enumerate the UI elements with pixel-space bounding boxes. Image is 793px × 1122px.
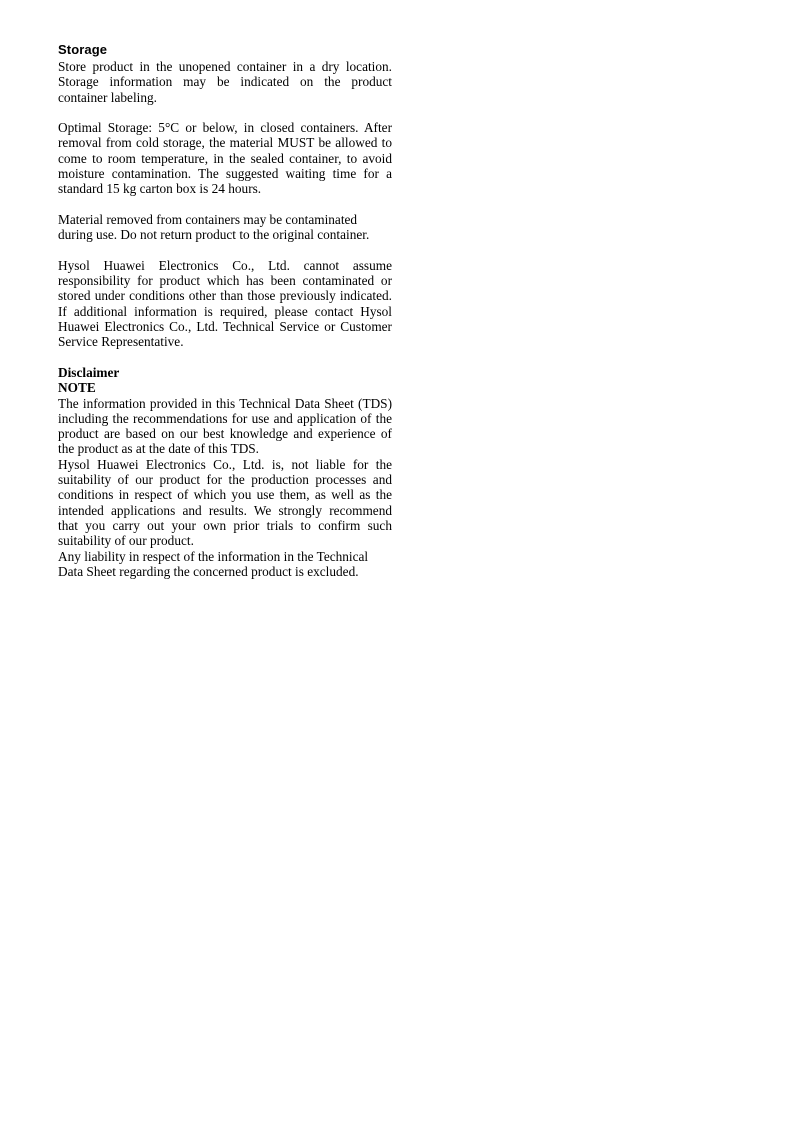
text-line: Data Sheet regarding the concerned product is excluded. bbox=[58, 563, 359, 579]
text-column bbox=[58, 40, 392, 579]
text-line: Service Representative. bbox=[58, 334, 184, 350]
text-line: that you carry out your own prior trials to confirm such bbox=[58, 517, 392, 533]
text-line: conditions in respect of which you use them, as well as the bbox=[58, 487, 392, 503]
text-line: suitability of our product. bbox=[58, 533, 194, 549]
blank-line bbox=[58, 105, 392, 120]
heading-note: NOTE bbox=[58, 380, 96, 396]
text-line: Huawei Electronics Co., Ltd. Technical Service or Customer bbox=[58, 319, 392, 335]
heading-disclaimer: Disclaimer bbox=[58, 364, 120, 380]
paragraph bbox=[58, 59, 392, 105]
text-line: during use. Do not return product to the original container. bbox=[58, 227, 370, 243]
text-line: come to room temperature, in the sealed container, to avoid bbox=[58, 150, 392, 166]
text-line: including the recommendations for use and application of the bbox=[58, 410, 392, 426]
text-line: If additional information is required, please contact Hysol bbox=[58, 303, 392, 319]
text-line: Material removed from containers may be contaminated bbox=[58, 211, 358, 227]
blank-line bbox=[58, 350, 392, 365]
text-line: Hysol Huawei Electronics Co., Ltd. is, not liable for the bbox=[58, 456, 392, 472]
text-line: removal from cold storage, the material MUST be allowed to bbox=[58, 135, 392, 151]
text-line: moisture contamination. The suggested waiting time for a bbox=[58, 166, 392, 182]
text-line: Optimal Storage: 5°C or below, in closed containers. After bbox=[58, 120, 392, 136]
text-line: The information provided in this Technical Data Sheet (TDS) bbox=[58, 395, 392, 411]
paragraph bbox=[58, 258, 392, 350]
text-line: responsibility for product which has been contaminated or bbox=[58, 273, 392, 289]
text-line: Storage information may be indicated on the product bbox=[58, 74, 392, 90]
paragraph bbox=[58, 120, 392, 196]
text-line: Store product in the unopened container in a dry location. bbox=[58, 59, 392, 74]
text-line: intended applications and results. We strongly recommend bbox=[58, 502, 392, 518]
paragraph bbox=[58, 396, 392, 457]
blank-line bbox=[58, 243, 392, 258]
paragraph bbox=[58, 212, 392, 243]
text-line: container labeling. bbox=[58, 89, 157, 105]
paragraph bbox=[58, 457, 392, 549]
text-line: stored under conditions other than those previously indicated. bbox=[58, 288, 392, 304]
text-line: suitability of our product for the production processes and bbox=[58, 472, 392, 488]
text-line: product are based on our best knowledge and experience of bbox=[58, 426, 392, 442]
text-line: standard 15 kg carton box is 24 hours. bbox=[58, 181, 262, 197]
text-line: Any liability in respect of the information in the Technical bbox=[58, 548, 369, 564]
text-line: Hysol Huawei Electronics Co., Ltd. cannot assume bbox=[58, 257, 392, 273]
paragraph bbox=[58, 549, 392, 580]
text-line: the product as at the date of this TDS. bbox=[58, 441, 260, 457]
blank-line bbox=[58, 197, 392, 212]
heading-storage: Storage bbox=[58, 42, 108, 57]
